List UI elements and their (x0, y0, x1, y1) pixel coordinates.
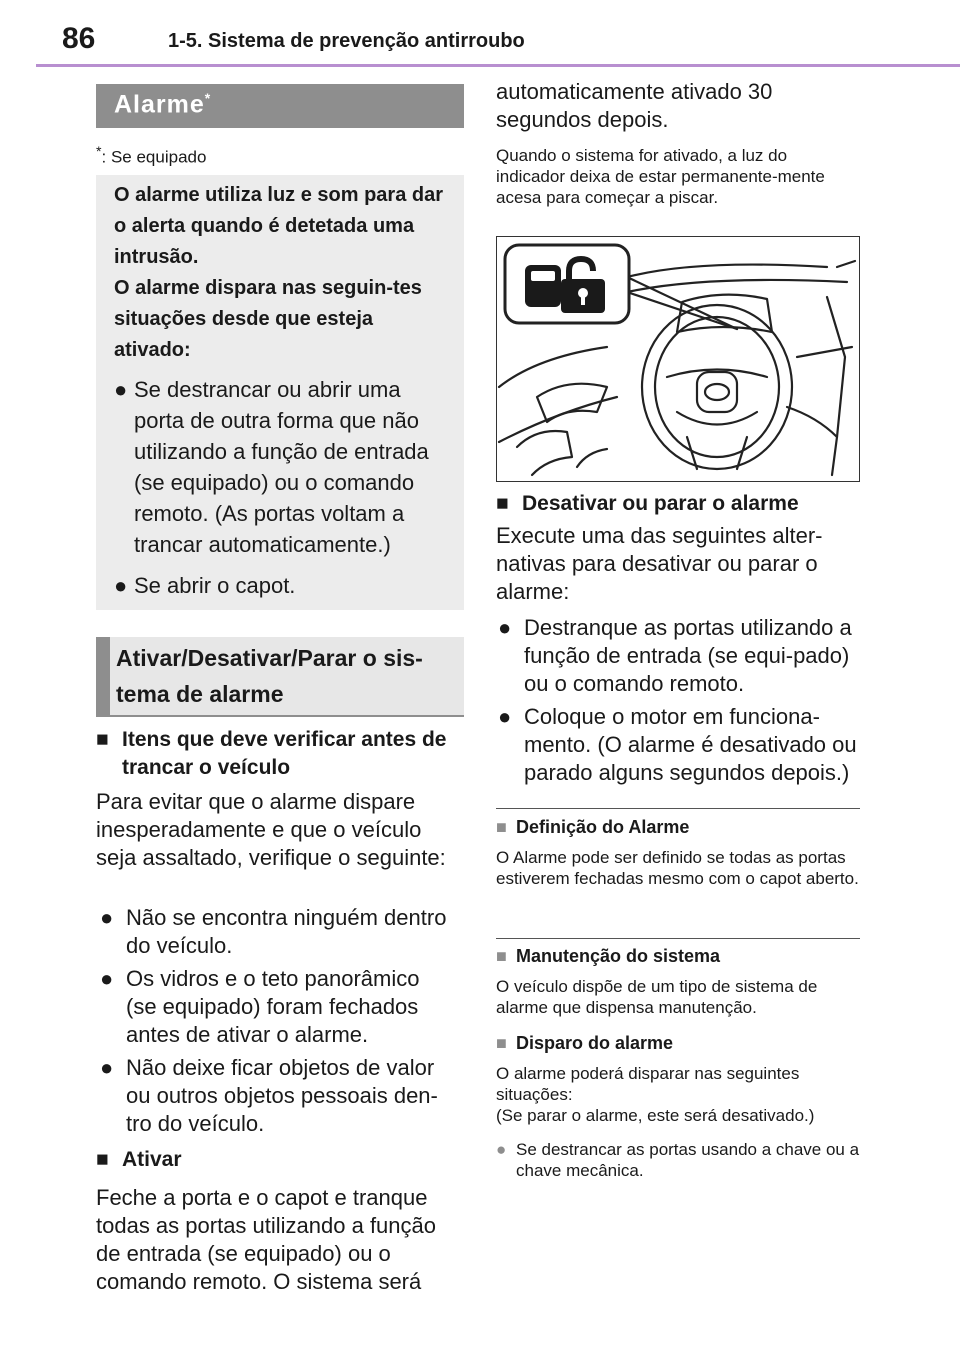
check-item: ● Não se encontra ninguém dentro do veículo. (100, 905, 447, 958)
round-bullet-icon: ● (498, 704, 512, 729)
items-intro: Para evitar que o alarme dispare inesperadamente e que o veículo seja assaltado, verifique o seguinte: (96, 789, 446, 870)
desativar-heading: ■ Desativar ou parar o alarme (496, 490, 860, 518)
intro-bullet: ● Se abrir o capot. (114, 570, 454, 601)
round-bullet-icon: ● (498, 615, 512, 640)
items-heading: ■ Itens que deve verificar antes de trancar o veículo (96, 728, 447, 779)
header-rule (36, 64, 960, 67)
alarme-banner (96, 84, 464, 128)
square-bullet-icon: ■ (496, 817, 507, 837)
note-rule (496, 938, 860, 939)
square-bullet-icon: ■ (96, 1148, 109, 1171)
subhead-bar (96, 637, 110, 715)
round-bullet-icon: ● (114, 573, 128, 598)
desativar-intro: Execute uma das seguintes alter-nativas para desativar ou parar o alarme: (496, 523, 823, 604)
square-bullet-icon: ■ (496, 492, 509, 515)
footnote-asterisk: * (96, 144, 102, 160)
note-rule (496, 808, 860, 809)
square-bullet-icon: ■ (496, 946, 507, 966)
round-bullet-icon: ● (100, 1055, 114, 1080)
check-item: ● Não deixe ficar objetos de valor ou outros objetos pessoais den-tro do veículo. (100, 1055, 438, 1136)
square-bullet-icon: ■ (96, 728, 109, 751)
steering-wheel-illustration (496, 236, 860, 482)
subhead-rule (96, 715, 464, 717)
disparo-bullet: ● Se destrancar as portas usando a chave ou a chave mecânica. (496, 1140, 860, 1180)
round-bullet-icon: ● (114, 377, 128, 402)
subhead-title: Ativar/Desativar/Parar o sis-tema de alarme (116, 645, 423, 707)
section-title: 1-5. Sistema de prevenção antirroubo (168, 30, 525, 52)
manut-heading: ■ Manutenção do sistema (496, 946, 721, 966)
alarme-title: Alarme (114, 90, 205, 119)
ativar-continued: automaticamente ativado 30 segundos depois. (496, 79, 773, 132)
indicator-note: Quando o sistema for ativado, a luz do indicador deixa de estar permanente-mente acesa para começar a piscar. (496, 146, 825, 207)
desativar-item: ● Destranque as portas utilizando a função de entrada (se equi-pado) ou o comando remoto. (498, 615, 852, 696)
desativar-item: ● Coloque o motor em funciona-mento. (O alarme é desativado ou parado alguns segundos depois.) (498, 704, 857, 785)
ativar-text: Feche a porta e o capot e tranque todas as portas utilizando a função de entrada (se equipado) ou o comando remoto. O sistema será (96, 1185, 437, 1294)
def-text: O Alarme pode ser definido se todas as portas estiverem fechadas mesmo com o capot aberto. (496, 848, 859, 888)
disparo-heading: ■ Disparo do alarme (496, 1033, 674, 1053)
footnote-text: : Se equipado (101, 147, 207, 167)
manut-text: O veículo dispõe de um tipo de sistema de alarme que dispensa manutenção. (496, 977, 818, 1017)
check-item: ● Os vidros e o teto panorâmico (se equipado) foram fechados antes de ativar o alarme. (100, 966, 420, 1047)
round-bullet-icon: ● (100, 905, 114, 930)
alarme-asterisk: * (204, 90, 212, 106)
square-bullet-icon: ■ (496, 1033, 507, 1053)
page-number: 86 (62, 22, 96, 55)
round-bullet-icon: ● (496, 1140, 507, 1159)
footnote (96, 144, 206, 168)
def-heading: ■ Definição do Alarme (496, 817, 690, 837)
intro-lead: O alarme utiliza luz e som para dar o alerta quando é detetada uma intrusão. O alarme dispara nas seguin-tes situações desde que esteja ativado: (114, 184, 444, 361)
disparo-text: O alarme poderá disparar nas seguintes situações: (Se parar o alarme, este será desativado.) (496, 1064, 815, 1125)
round-bullet-icon: ● (100, 966, 114, 991)
intro-bullet: ● Se destrancar ou abrir uma porta de outra forma que não utilizando a função de entrada (se equipado) ou o comando remoto. (As portas voltam a trancar automaticamente.) (114, 374, 454, 560)
ativar-heading: ■ Ativar (96, 1146, 456, 1174)
